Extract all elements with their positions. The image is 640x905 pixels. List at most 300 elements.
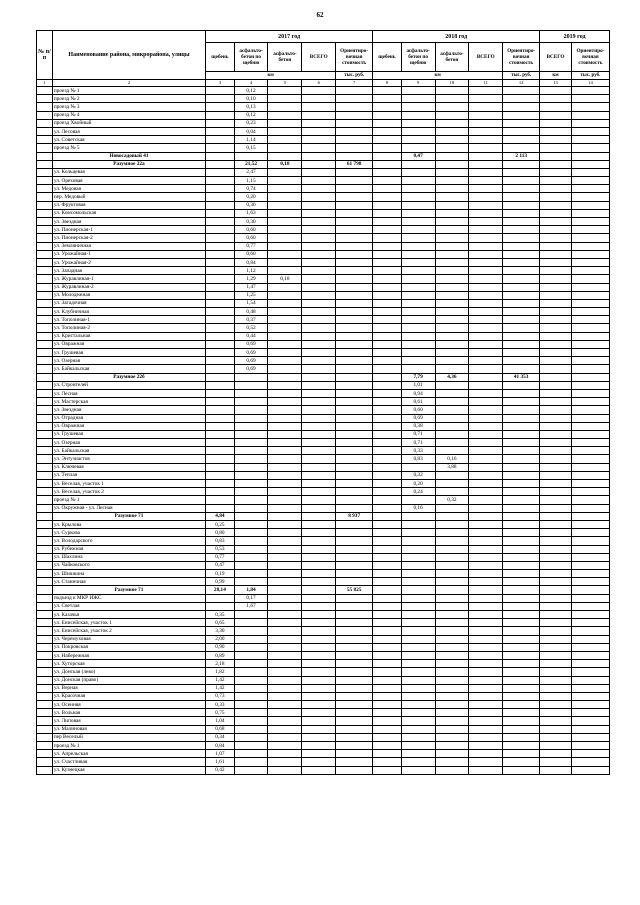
value-cell — [435, 627, 469, 635]
street-name-cell: ул. Журавлиная-1 — [52, 275, 205, 283]
value-cell — [206, 185, 235, 193]
value-cell — [435, 340, 469, 348]
value-cell — [268, 95, 302, 103]
value-cell — [540, 406, 572, 414]
row-number-cell — [37, 594, 53, 602]
value-cell — [503, 308, 540, 316]
value-cell — [401, 725, 435, 733]
value-cell — [571, 136, 609, 144]
value-cell — [571, 455, 609, 463]
value-cell — [469, 471, 503, 479]
table-row — [37, 725, 610, 733]
value-cell — [571, 332, 609, 340]
row-number-cell — [37, 651, 53, 659]
value-cell: 4,36 — [435, 373, 469, 381]
table-row — [37, 570, 610, 578]
table-row — [37, 242, 610, 250]
value-cell: 0,53 — [206, 545, 235, 553]
value-cell — [540, 357, 572, 365]
value-cell — [571, 95, 609, 103]
value-cell — [540, 332, 572, 340]
col-number: 5 — [268, 80, 302, 87]
value-cell — [268, 684, 302, 692]
value-cell — [469, 283, 503, 291]
col-number: 8 — [373, 80, 402, 87]
value-cell — [503, 389, 540, 397]
value-cell — [540, 95, 572, 103]
value-cell — [571, 611, 609, 619]
value-cell — [302, 308, 336, 316]
value-cell — [268, 725, 302, 733]
value-cell — [401, 316, 435, 324]
value-cell — [268, 381, 302, 389]
unit-cost: тыс. руб. — [503, 72, 540, 80]
value-cell — [336, 602, 373, 610]
value-cell — [336, 717, 373, 725]
row-number-cell — [37, 488, 53, 496]
value-cell — [302, 185, 336, 193]
value-cell — [302, 414, 336, 422]
value-cell — [206, 332, 235, 340]
value-cell — [206, 504, 235, 512]
value-cell — [234, 520, 268, 528]
row-number-cell — [37, 439, 53, 447]
value-cell — [401, 136, 435, 144]
value-cell — [540, 308, 572, 316]
value-cell — [435, 308, 469, 316]
value-cell — [435, 406, 469, 414]
value-cell — [571, 209, 609, 217]
value-cell — [401, 496, 435, 504]
value-cell: 1,42 — [206, 676, 235, 684]
value-cell — [540, 398, 572, 406]
value-cell — [540, 414, 572, 422]
value-cell — [401, 308, 435, 316]
value-cell — [469, 373, 503, 381]
value-cell — [206, 111, 235, 119]
value-cell — [401, 283, 435, 291]
value-cell — [234, 471, 268, 479]
street-name-cell: ул. Енисейская, участок 2 — [52, 627, 205, 635]
value-cell — [268, 87, 302, 95]
table-row — [37, 389, 610, 397]
value-cell — [435, 529, 469, 537]
value-cell — [469, 455, 503, 463]
value-cell — [469, 332, 503, 340]
value-cell — [302, 422, 336, 430]
table-row — [37, 578, 610, 586]
value-cell — [336, 144, 373, 152]
row-number-cell — [37, 668, 53, 676]
value-cell — [336, 308, 373, 316]
value-cell — [435, 668, 469, 676]
value-cell — [373, 455, 402, 463]
value-cell: 0,65 — [206, 619, 235, 627]
value-cell — [503, 381, 540, 389]
street-name-cell: ул. Звездная — [52, 218, 205, 226]
value-cell: 0,71 — [401, 430, 435, 438]
value-cell — [469, 742, 503, 750]
value-cell — [503, 398, 540, 406]
value-cell — [469, 201, 503, 209]
value-cell — [268, 627, 302, 635]
value-cell — [336, 520, 373, 528]
value-cell — [540, 455, 572, 463]
row-number-cell — [37, 398, 53, 406]
value-cell — [540, 488, 572, 496]
value-cell — [373, 504, 402, 512]
value-cell — [435, 651, 469, 659]
value-cell: 2,18 — [206, 660, 235, 668]
street-name-cell: проезд № 3 — [52, 103, 205, 111]
value-cell — [336, 471, 373, 479]
value-cell — [268, 185, 302, 193]
value-cell — [234, 504, 268, 512]
row-number-cell — [37, 725, 53, 733]
value-cell — [234, 447, 268, 455]
value-cell — [503, 504, 540, 512]
row-number-cell — [37, 136, 53, 144]
value-cell — [435, 136, 469, 144]
street-name-cell: ул. Озерная — [52, 439, 205, 447]
row-number-cell — [37, 447, 53, 455]
value-cell — [469, 545, 503, 553]
value-cell — [401, 209, 435, 217]
value-cell — [435, 365, 469, 373]
value-cell — [435, 267, 469, 275]
street-name-cell: ул. Хуторская — [52, 660, 205, 668]
value-cell — [268, 422, 302, 430]
street-name-cell: ул. Байкальская — [52, 365, 205, 373]
value-cell — [302, 406, 336, 414]
value-cell — [268, 545, 302, 553]
value-cell: 0,12 — [234, 111, 268, 119]
value-cell — [268, 209, 302, 217]
value-cell — [571, 430, 609, 438]
value-cell: 0,80 — [206, 529, 235, 537]
value-cell: 0,30 — [234, 218, 268, 226]
value-cell — [373, 676, 402, 684]
value-cell — [435, 701, 469, 709]
value-cell — [206, 398, 235, 406]
value-cell — [401, 651, 435, 659]
value-cell — [373, 127, 402, 135]
value-cell — [503, 742, 540, 750]
value-cell — [268, 709, 302, 717]
value-cell — [373, 570, 402, 578]
row-number-cell — [37, 422, 53, 430]
table-row — [37, 684, 610, 692]
value-cell — [469, 422, 503, 430]
value-cell — [268, 349, 302, 357]
value-cell — [571, 676, 609, 684]
table-row — [37, 185, 610, 193]
row-number-cell — [37, 250, 53, 258]
value-cell — [373, 218, 402, 226]
value-cell — [401, 512, 435, 520]
value-cell — [469, 389, 503, 397]
value-cell — [503, 209, 540, 217]
value-cell — [435, 611, 469, 619]
value-cell — [234, 422, 268, 430]
value-cell — [373, 594, 402, 602]
value-cell — [435, 750, 469, 758]
table-row — [37, 750, 610, 758]
value-cell — [268, 201, 302, 209]
value-cell — [469, 480, 503, 488]
table-row — [37, 668, 610, 676]
value-cell: 0,16 — [435, 455, 469, 463]
value-cell — [469, 365, 503, 373]
value-cell — [540, 471, 572, 479]
value-cell — [401, 218, 435, 226]
row-number-cell — [37, 87, 53, 95]
value-cell — [469, 750, 503, 758]
value-cell: 0,60 — [401, 406, 435, 414]
street-name-cell: ул. Веселая, участок 1 — [52, 480, 205, 488]
value-cell — [206, 496, 235, 504]
table-row — [37, 177, 610, 185]
value-cell — [206, 177, 235, 185]
value-cell — [234, 758, 268, 766]
col-number: 4 — [234, 80, 268, 87]
value-cell — [469, 291, 503, 299]
value-cell: 7,79 — [401, 373, 435, 381]
value-cell — [571, 398, 609, 406]
value-cell — [401, 332, 435, 340]
value-cell — [435, 201, 469, 209]
value-cell — [336, 570, 373, 578]
value-cell — [336, 111, 373, 119]
value-cell — [503, 758, 540, 766]
row-number-cell — [37, 684, 53, 692]
value-cell — [336, 529, 373, 537]
value-cell — [206, 422, 235, 430]
value-cell — [540, 299, 572, 307]
value-cell — [268, 357, 302, 365]
row-number-cell — [37, 504, 53, 512]
value-cell — [302, 750, 336, 758]
table-row — [37, 643, 610, 651]
value-cell — [302, 250, 336, 258]
value-cell — [206, 291, 235, 299]
value-cell: 1,07 — [206, 750, 235, 758]
value-cell — [268, 553, 302, 561]
table-row — [37, 316, 610, 324]
value-cell: 1,12 — [234, 267, 268, 275]
table-row — [37, 635, 610, 643]
section-row — [37, 512, 610, 520]
value-cell — [373, 291, 402, 299]
value-cell — [302, 389, 336, 397]
street-name-cell: ул. Липовая — [52, 717, 205, 725]
value-cell — [401, 365, 435, 373]
value-cell — [234, 512, 268, 520]
value-cell — [234, 717, 268, 725]
value-cell: 1,04 — [206, 717, 235, 725]
value-cell — [435, 291, 469, 299]
value-cell: 2 113 — [503, 152, 540, 160]
value-cell — [268, 594, 302, 602]
value-cell — [435, 209, 469, 217]
value-cell — [571, 242, 609, 250]
value-cell — [206, 439, 235, 447]
value-cell — [336, 733, 373, 741]
value-cell — [540, 578, 572, 586]
value-cell — [373, 103, 402, 111]
value-cell — [268, 234, 302, 242]
street-name-cell: ул. Донская (лево) — [52, 668, 205, 676]
sub-header: асфальто-бетон по щебню — [234, 43, 268, 72]
value-cell — [540, 602, 572, 610]
value-cell — [469, 218, 503, 226]
value-cell — [302, 684, 336, 692]
value-cell — [373, 496, 402, 504]
value-cell: 8 937 — [336, 512, 373, 520]
value-cell — [469, 267, 503, 275]
value-cell — [435, 660, 469, 668]
value-cell — [540, 168, 572, 176]
value-cell — [540, 709, 572, 717]
value-cell: 0,32 — [401, 471, 435, 479]
value-cell — [336, 365, 373, 373]
value-cell — [571, 103, 609, 111]
street-name-cell: ул. Кристальная — [52, 332, 205, 340]
row-number-cell — [37, 611, 53, 619]
value-cell — [268, 750, 302, 758]
street-name-cell: ул. Станичная — [52, 578, 205, 586]
value-cell — [268, 717, 302, 725]
value-cell — [336, 349, 373, 357]
table-row — [37, 430, 610, 438]
value-cell — [540, 480, 572, 488]
value-cell — [469, 611, 503, 619]
value-cell — [302, 455, 336, 463]
table-row — [37, 733, 610, 741]
value-cell — [469, 488, 503, 496]
value-cell — [503, 619, 540, 627]
row-number-cell — [37, 733, 53, 741]
value-cell — [373, 308, 402, 316]
value-cell — [302, 488, 336, 496]
value-cell — [268, 447, 302, 455]
value-cell — [540, 226, 572, 234]
value-cell — [540, 512, 572, 520]
value-cell — [540, 529, 572, 537]
value-cell — [435, 398, 469, 406]
value-cell — [302, 553, 336, 561]
value-cell — [336, 725, 373, 733]
table-row — [37, 168, 610, 176]
value-cell — [206, 218, 235, 226]
value-cell — [336, 701, 373, 709]
row-number-cell — [37, 471, 53, 479]
table-row — [37, 496, 610, 504]
value-cell — [206, 209, 235, 217]
value-cell — [503, 439, 540, 447]
value-cell — [469, 668, 503, 676]
value-cell — [435, 103, 469, 111]
sub-header: щебень — [373, 43, 402, 72]
value-cell — [206, 389, 235, 397]
table-row — [37, 766, 610, 774]
value-cell — [540, 250, 572, 258]
value-cell — [268, 758, 302, 766]
value-cell — [571, 439, 609, 447]
value-cell — [206, 455, 235, 463]
value-cell — [302, 504, 336, 512]
sub-header: щебень — [206, 43, 235, 72]
value-cell — [206, 316, 235, 324]
value-cell — [302, 226, 336, 234]
value-cell — [336, 136, 373, 144]
value-cell — [503, 586, 540, 594]
value-cell — [206, 488, 235, 496]
value-cell — [336, 177, 373, 185]
street-name-cell: ул. Грушевая — [52, 430, 205, 438]
value-cell — [268, 692, 302, 700]
value-cell — [336, 127, 373, 135]
street-name-cell: ул. Отрадная — [52, 414, 205, 422]
value-cell: 55 825 — [336, 586, 373, 594]
street-name-cell: ул. Малиновая — [52, 725, 205, 733]
value-cell — [373, 586, 402, 594]
value-cell — [373, 619, 402, 627]
value-cell — [373, 95, 402, 103]
row-number-cell — [37, 185, 53, 193]
row-number-cell — [37, 512, 53, 520]
value-cell — [336, 152, 373, 160]
street-name-cell: ул. Земляничная — [52, 242, 205, 250]
value-cell — [571, 619, 609, 627]
value-cell — [206, 136, 235, 144]
value-cell — [571, 602, 609, 610]
street-name-cell: ул. Казачья — [52, 611, 205, 619]
value-cell — [540, 439, 572, 447]
value-cell — [435, 447, 469, 455]
table-row — [37, 717, 610, 725]
street-name-cell: ул. Володарского — [52, 537, 205, 545]
value-cell — [373, 602, 402, 610]
value-cell — [336, 340, 373, 348]
value-cell: 0,89 — [206, 651, 235, 659]
table-row — [37, 651, 610, 659]
value-cell — [571, 152, 609, 160]
value-cell — [234, 488, 268, 496]
value-cell: 0,99 — [206, 578, 235, 586]
value-cell — [503, 553, 540, 561]
street-name-cell: ул. Покровская — [52, 643, 205, 651]
value-cell — [234, 660, 268, 668]
value-cell — [336, 709, 373, 717]
value-cell — [469, 701, 503, 709]
value-cell — [540, 742, 572, 750]
value-cell — [435, 324, 469, 332]
sub-header: ВСЕГО — [469, 43, 503, 72]
value-cell — [435, 242, 469, 250]
value-cell — [571, 578, 609, 586]
value-cell — [336, 455, 373, 463]
street-name-cell: ул. Енисейская, участок 1 — [52, 619, 205, 627]
value-cell — [503, 406, 540, 414]
street-name-cell: ул. Медовая — [52, 185, 205, 193]
table-row — [37, 439, 610, 447]
value-cell — [469, 308, 503, 316]
value-cell — [302, 668, 336, 676]
value-cell — [373, 316, 402, 324]
value-cell — [302, 725, 336, 733]
value-cell — [469, 103, 503, 111]
